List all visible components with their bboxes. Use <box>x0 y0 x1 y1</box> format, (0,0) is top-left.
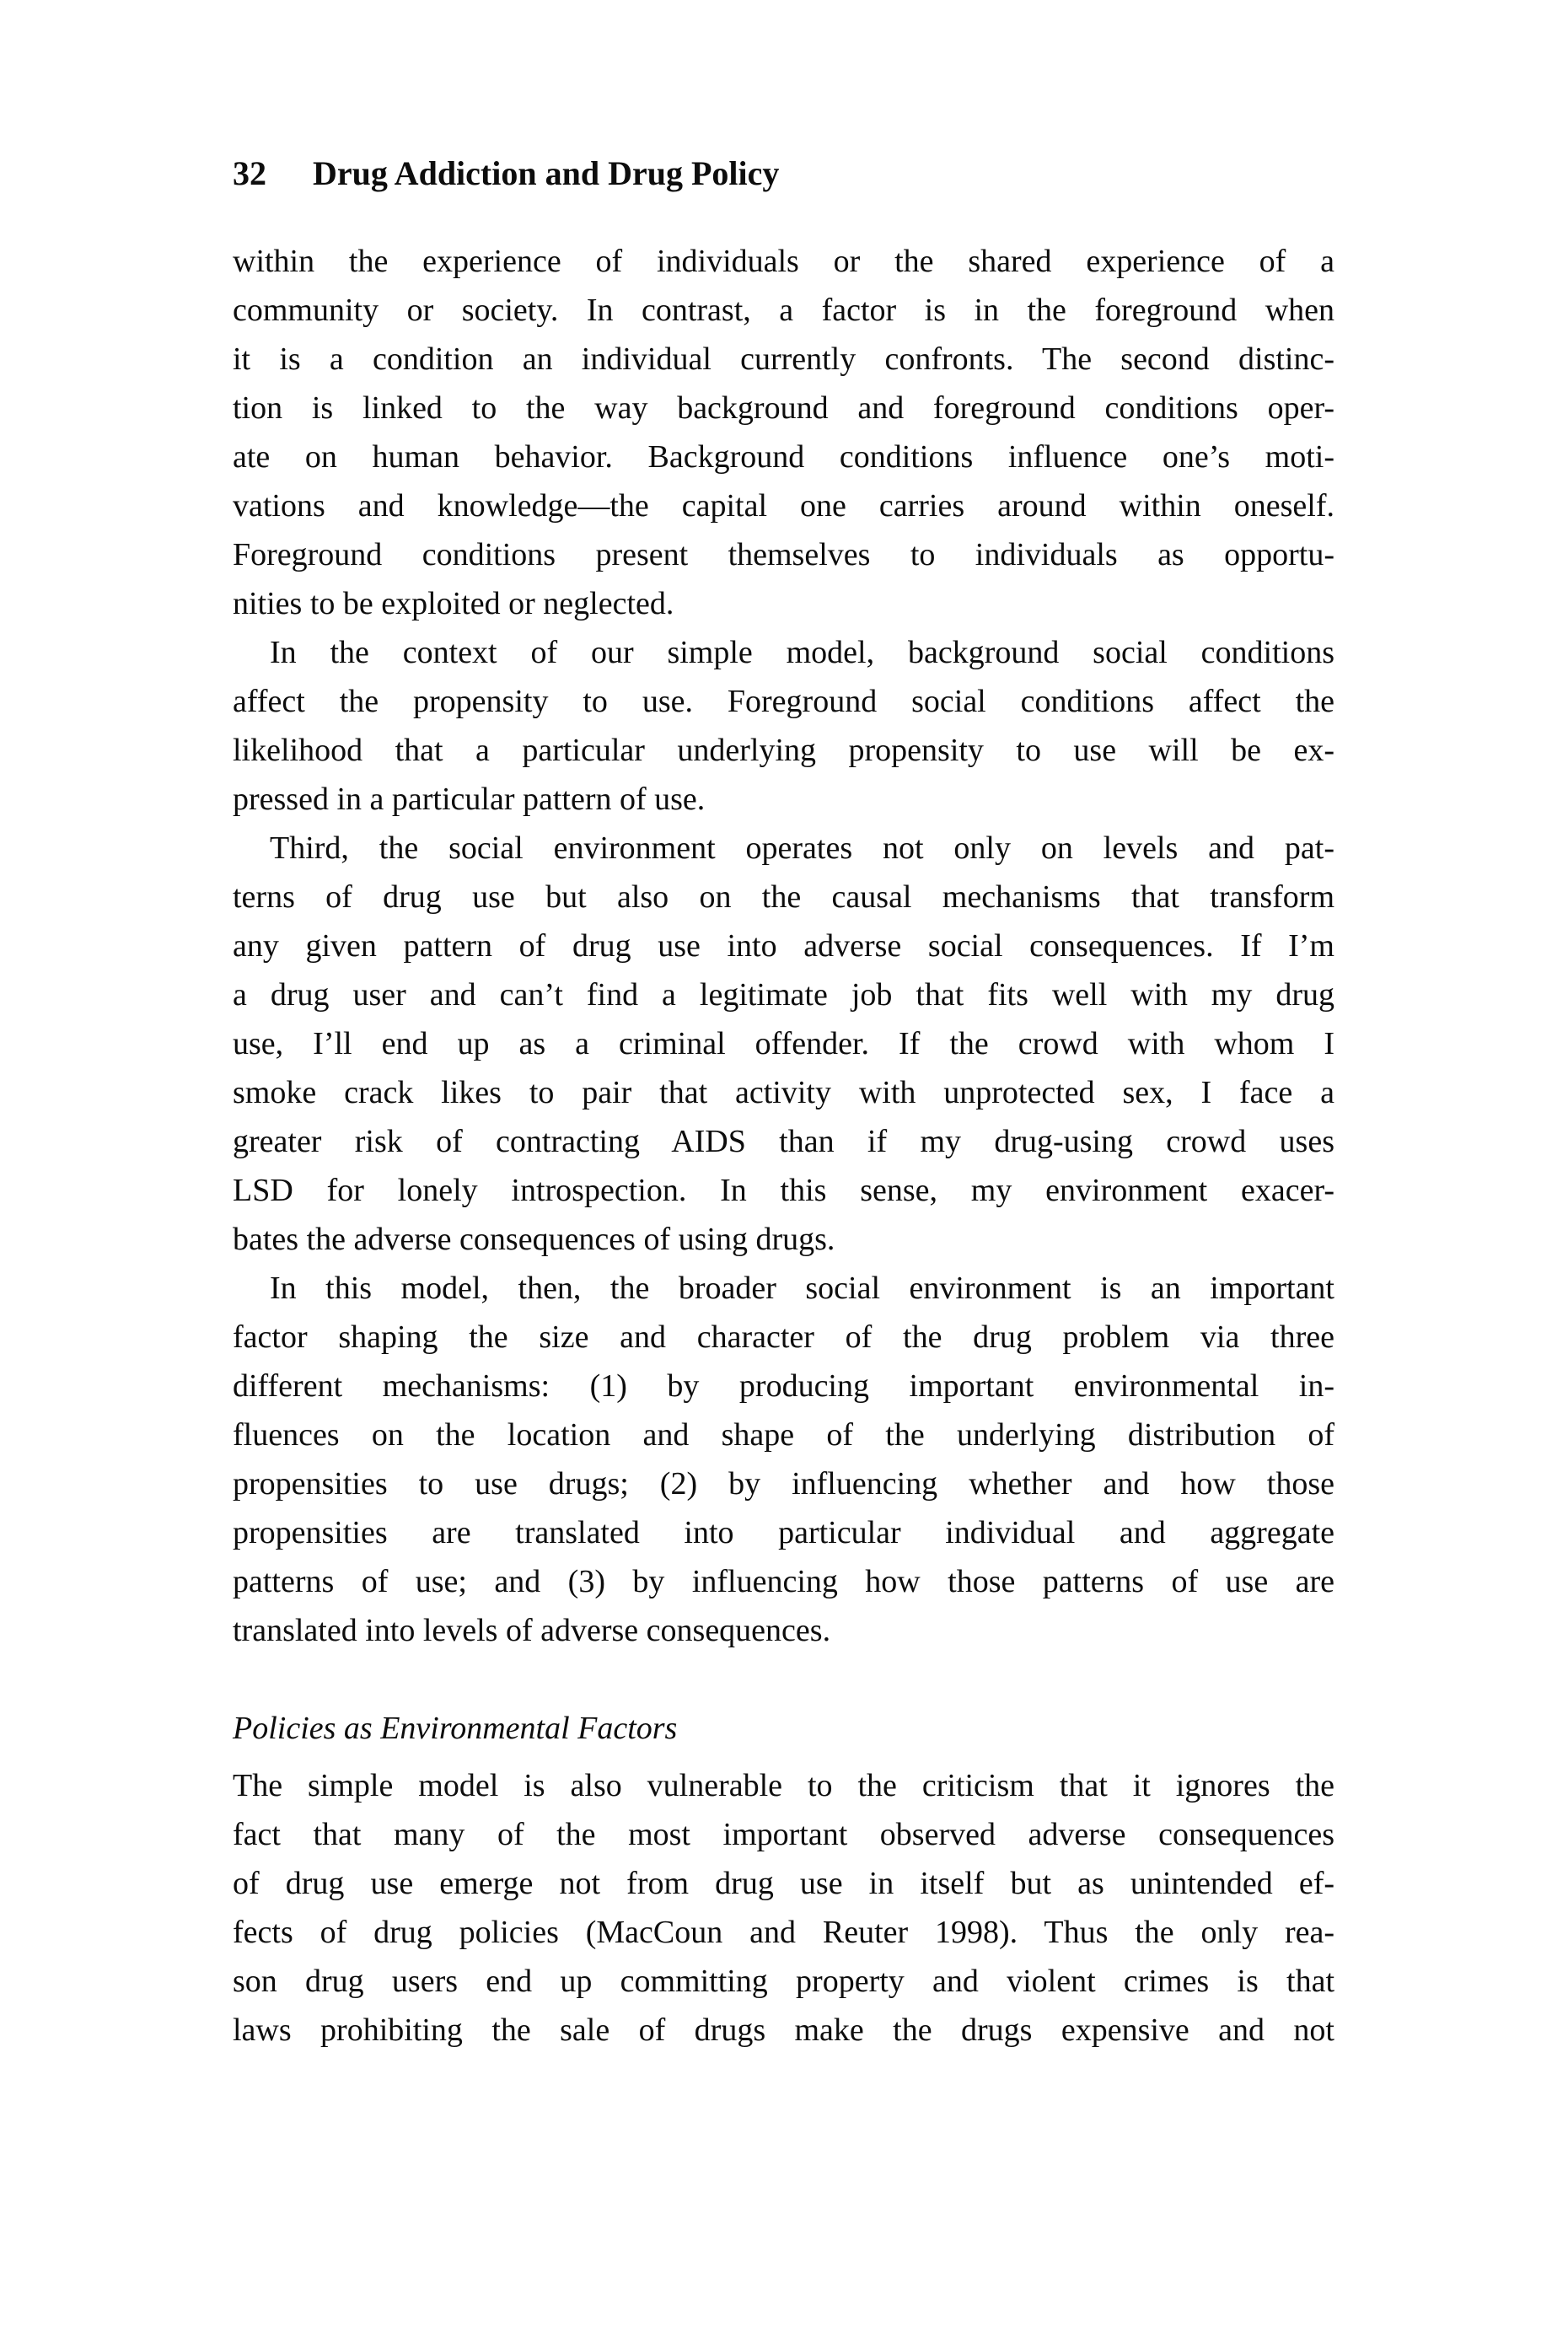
text-line: fact that many of the most important observed adverse consequences <box>233 1817 1334 1852</box>
text-line: use, I’ll end up as a criminal offender. If the crowd with whom I <box>233 1026 1334 1061</box>
text-line: bates the adverse consequences of using drugs. <box>233 1222 835 1257</box>
section-heading: Policies as Environmental Factors <box>233 1711 678 1746</box>
text-line: propensities to use drugs; (2) by influencing whether and how those <box>233 1466 1334 1502</box>
text-line: of drug use emerge not from drug use in itself but as unintended ef- <box>233 1866 1334 1901</box>
paragraph <box>233 1264 1334 1655</box>
text-line: any given pattern of drug use into adverse social consequences. If I’m <box>233 928 1334 964</box>
text-line: laws prohibiting the sale of drugs make the drugs expensive and not <box>233 2012 1334 2048</box>
text-line: factor shaping the size and character of the drug problem via three <box>233 1319 1334 1355</box>
text-line: ate on human behavior. Background conditions influence one’s moti- <box>233 439 1334 475</box>
text-line: a drug user and can’t find a legitimate job that fits well with my drug <box>233 977 1334 1013</box>
text-line: nities to be exploited or neglected. <box>233 586 674 621</box>
text-line: community or society. In contrast, a factor is in the foreground when <box>233 293 1334 328</box>
text-line: smoke crack likes to pair that activity with unprotected sex, I face a <box>233 1075 1334 1110</box>
text-line: son drug users end up committing property and violent crimes is that <box>233 1964 1334 1999</box>
text-line: translated into levels of adverse consequences. <box>233 1613 831 1648</box>
text-line: likelihood that a particular underlying propensity to use will be ex- <box>233 733 1334 768</box>
text-line: fluences on the location and shape of the underlying distribution of <box>233 1417 1334 1453</box>
text-line: tion is linked to the way background and foreground conditions oper- <box>233 390 1334 426</box>
text-line: LSD for lonely introspection. In this sense, my environment exacer- <box>233 1173 1334 1208</box>
text-line: fects of drug policies (MacCoun and Reuter 1998). Thus the only rea- <box>233 1915 1334 1950</box>
text-line: it is a condition an individual currently confronts. The second distinc- <box>233 341 1334 377</box>
text-line: patterns of use; and (3) by influencing how those patterns of use are <box>233 1564 1334 1599</box>
paragraph <box>233 237 1334 628</box>
text-line: affect the propensity to use. Foreground social conditions affect the <box>233 684 1334 719</box>
text-line: vations and knowledge—the capital one carries around within oneself. <box>233 488 1334 524</box>
paragraph <box>233 1761 1334 2055</box>
text-line: In this model, then, the broader social environment is an important <box>270 1271 1334 1306</box>
page-header <box>233 153 779 194</box>
text-line: pressed in a particular pattern of use. <box>233 782 706 817</box>
text-line: Third, the social environment operates not only on levels and pat- <box>270 830 1334 866</box>
text-line: The simple model is also vulnerable to the criticism that it ignores the <box>233 1768 1334 1803</box>
paragraph <box>233 628 1334 824</box>
text-line: terns of drug use but also on the causal mechanisms that transform <box>233 879 1334 915</box>
text-line: different mechanisms: (1) by producing important environmental in- <box>233 1368 1334 1404</box>
text-line: Foreground conditions present themselves to individuals as opportu- <box>233 537 1334 572</box>
text-line: greater risk of contracting AIDS than if my drug-using crowd uses <box>233 1124 1334 1159</box>
text-line: propensities are translated into particular individual and aggregate <box>233 1515 1334 1550</box>
page-body <box>233 237 1334 2055</box>
text-line: within the experience of individuals or the shared experience of a <box>233 244 1334 279</box>
running-title: Drug Addiction and Drug Policy <box>313 154 780 192</box>
text-line: In the context of our simple model, background social conditions <box>270 635 1334 670</box>
page-number: 32 <box>233 154 266 192</box>
paragraph <box>233 824 1334 1264</box>
